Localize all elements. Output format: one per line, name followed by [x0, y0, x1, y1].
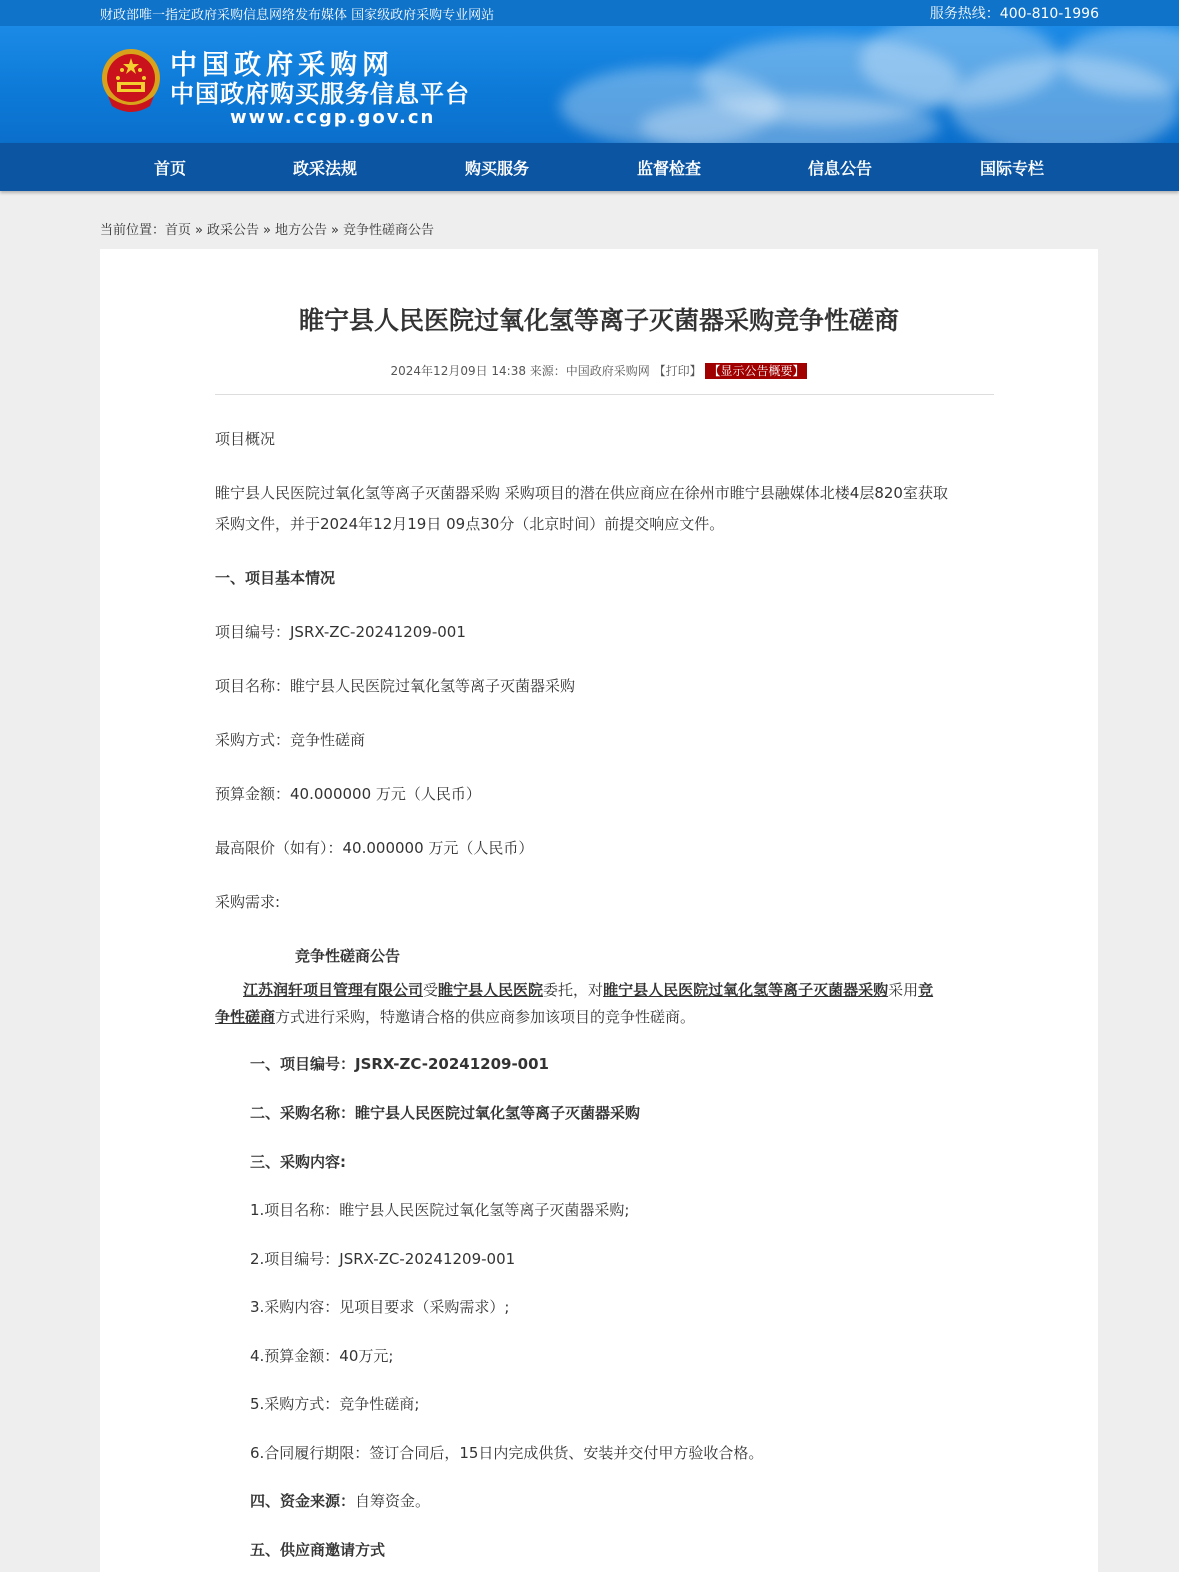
top-strip — [0, 0, 1179, 26]
breadcrumb-negotiation-notices[interactable]: 竞争性磋商公告 — [342, 223, 434, 238]
agency-name: 江苏润轩项目管理有限公司 — [243, 981, 424, 999]
breadcrumb-prefix: 当前位置： — [100, 223, 166, 238]
sub-item-6: 6.合同履行期限：签订合同后，15日内完成供货、安装并交付甲方验收合格。 — [250, 1444, 764, 1462]
intro-line-1: 江苏润轩项目管理有限公司受睢宁县人民医院委托，对睢宁县人民医院过氧化氢等离子灭菌器采购采用竞 — [243, 981, 934, 999]
item-project-number: 一、项目编号：JSRX-ZC-20241209-001 — [250, 1055, 549, 1073]
nav-item-international[interactable]: 国际专栏 — [980, 159, 1045, 178]
project-name: 项目名称：睢宁县人民医院过氧化氢等离子灭菌器采购 — [215, 677, 576, 695]
main-nav — [0, 143, 1179, 191]
client-name: 睢宁县人民医院 — [438, 981, 544, 999]
nav-item-purchase-services[interactable]: 购买服务 — [465, 159, 530, 178]
article-meta — [100, 362, 1098, 379]
article-title: 睢宁县人民医院过氧化氢等离子灭菌器采购竞争性磋商 — [298, 306, 899, 335]
max-price: 最高限价（如有）：40.000000 万元（人民币） — [215, 839, 534, 857]
site-url[interactable]: www.ccgp.gov.cn — [230, 107, 436, 128]
breadcrumb-home[interactable]: 首页 — [165, 223, 192, 238]
sub-item-3: 3.采购内容：见项目要求（采购需求）; — [250, 1298, 510, 1316]
item-supplier-invitation: 五、供应商邀请方式 — [250, 1541, 386, 1559]
sub-item-2: 2.项目编号：JSRX-ZC-20241209-001 — [250, 1250, 516, 1268]
requirement-heading: 采购需求: — [215, 893, 281, 911]
overview-heading: 项目概况 — [215, 430, 276, 448]
project-number: 项目编号：JSRX-ZC-20241209-001 — [215, 623, 466, 641]
nav-item-supervision[interactable]: 监督检查 — [637, 159, 702, 178]
notice-title: 竞争性磋商公告 — [295, 947, 401, 965]
overview-line-2: 采购文件，并于2024年12月19日 09点30分（北京时间）前提交响应文件。 — [215, 515, 725, 533]
nav-item-home[interactable]: 首页 — [154, 159, 187, 178]
title-divider — [215, 394, 994, 395]
show-summary-button[interactable]: 【显示公告概要】 — [705, 363, 807, 379]
service-hotline: 服务热线：400-810-1996 — [929, 6, 1099, 22]
site-subtitle: 中国政府购买服务信息平台 — [170, 80, 470, 108]
method-underlined: 争性磋商 — [215, 1008, 276, 1026]
nav-item-announcements[interactable]: 信息公告 — [808, 159, 873, 178]
procurement-method: 采购方式：竞争性磋商 — [215, 731, 366, 749]
site-name[interactable]: 中国政府采购网 — [170, 50, 394, 81]
overview-line-1: 睢宁县人民医院过氧化氢等离子灭菌器采购 采购项目的潜在供应商应在徐州市睢宁县融媒体北楼4层820室获取 — [215, 484, 948, 502]
item-procurement-name: 二、采购名称：睢宁县人民医院过氧化氢等离子灭菌器采购 — [250, 1104, 641, 1122]
site-banner — [0, 26, 1179, 143]
breadcrumb-local-notices[interactable]: 地方公告 — [274, 223, 327, 238]
article-meta-text: 2024年12月09日 14:38 来源：中国政府采购网 【打印】 — [390, 364, 702, 378]
breadcrumb-separator: » — [331, 223, 339, 238]
section-basic-info-heading: 一、项目基本情况 — [215, 569, 336, 587]
breadcrumb-separator: » — [195, 223, 203, 238]
sub-item-4: 4.预算金额：40万元; — [250, 1347, 394, 1365]
sub-item-1: 1.项目名称：睢宁县人民医院过氧化氢等离子灭菌器采购; — [250, 1201, 630, 1219]
fund-source-label: 四、资金来源： — [250, 1492, 356, 1510]
item-procurement-content: 三、采购内容: — [250, 1153, 346, 1171]
article-card — [100, 249, 1098, 1572]
method-underlined: 竞 — [918, 981, 934, 999]
breadcrumb-procurement-notices[interactable]: 政采公告 — [207, 223, 260, 238]
breadcrumb — [100, 219, 434, 238]
budget-amount: 预算金额：40.000000 万元（人民币） — [215, 785, 481, 803]
item-fund-source — [250, 1486, 430, 1517]
fund-source-value: 自筹资金。 — [355, 1492, 431, 1510]
project-title-underlined: 睢宁县人民医院过氧化氢等离子灭菌器采购 — [603, 981, 889, 999]
site-slogan: 财政部唯一指定政府采购信息网络发布媒体 国家级政府采购专业网站 — [100, 8, 495, 23]
intro-line-2: 争性磋商方式进行采购，特邀请合格的供应商参加该项目的竞争性磋商。 — [215, 1008, 696, 1026]
sub-item-5: 5.采购方式：竞争性磋商; — [250, 1395, 420, 1413]
breadcrumb-separator: » — [263, 223, 271, 238]
national-emblem-icon[interactable] — [100, 48, 162, 114]
nav-item-regulations[interactable]: 政采法规 — [293, 159, 358, 178]
